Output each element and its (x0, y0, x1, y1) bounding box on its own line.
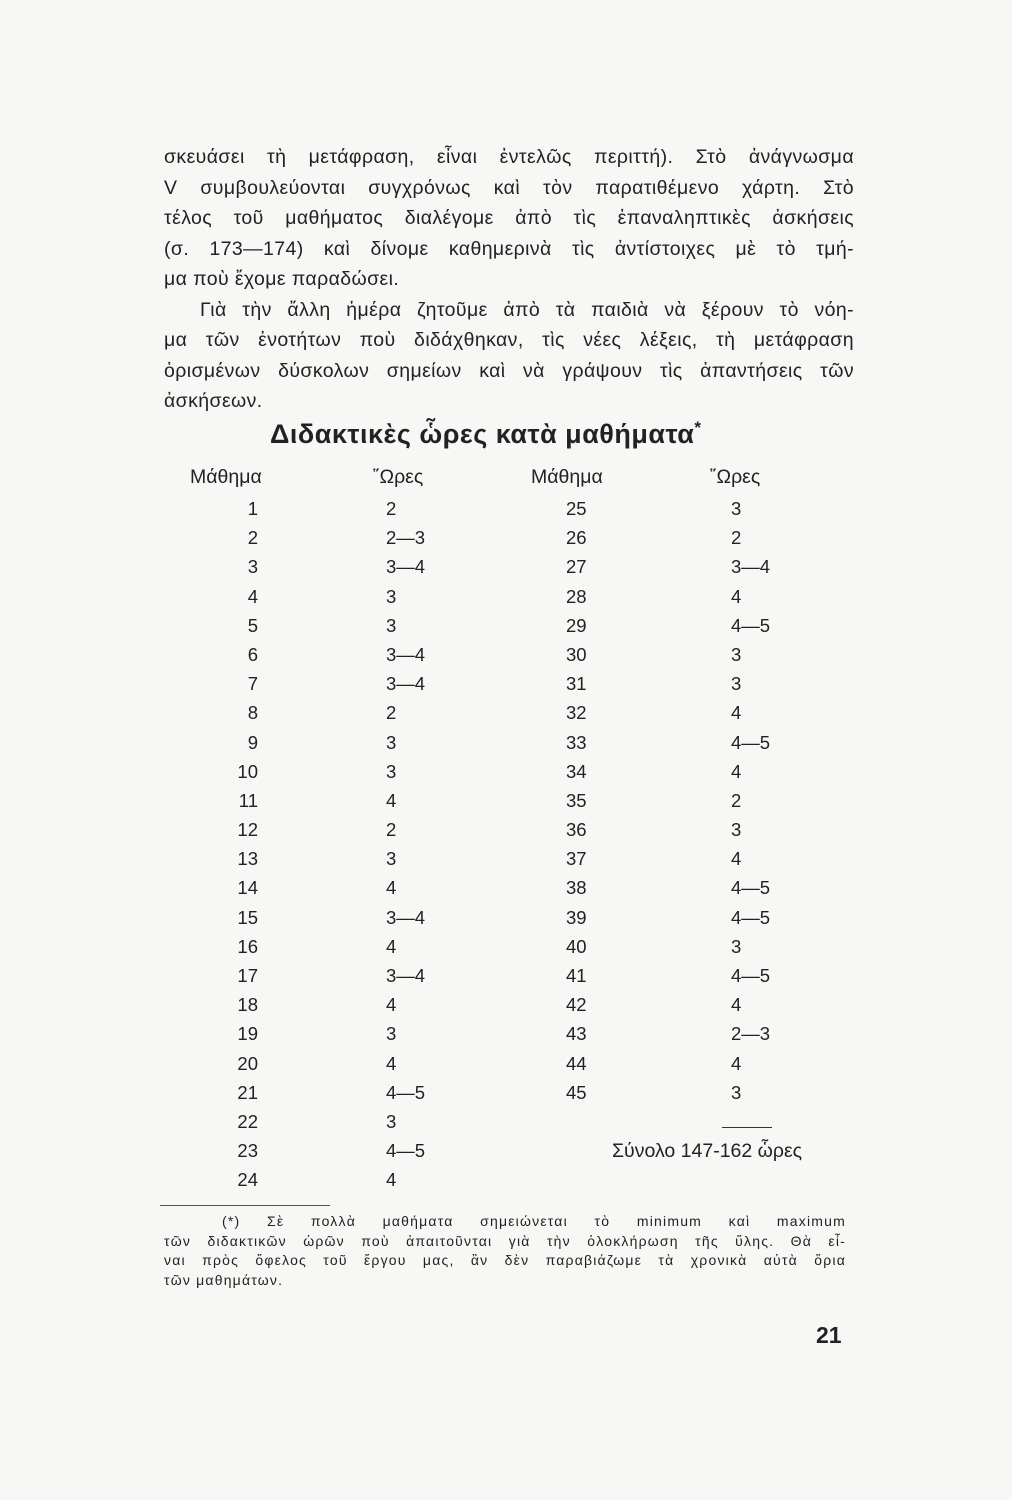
table-title-text: Διδακτικὲς ὧρες κατὰ μαθήματα (270, 419, 695, 449)
header-lesson-left: Μάθημα (190, 466, 262, 488)
lesson-hours: 4 (731, 760, 742, 782)
paragraph-1-line: τέλος τοῦ μαθήματος διαλέγομε ἀπὸ τὶς ἐπαναληπτικὲς ἀσκήσεις (164, 207, 854, 229)
lesson-number: 7 (247, 673, 258, 695)
lesson-number: 42 (566, 994, 587, 1016)
lesson-hours: 3 (386, 585, 397, 607)
footnote-line: ναι πρὸς ὄφελος τοῦ ἔργου μας, ἂν δὲν παραβιάζωμε τὰ χρονικὰ αὐτὰ ὅρια (164, 1252, 846, 1268)
lesson-hours: 2—3 (386, 527, 426, 549)
lesson-number: 16 (237, 935, 258, 957)
lesson-hours: 3 (731, 673, 742, 695)
lesson-hours: 4 (386, 877, 397, 899)
lesson-number: 18 (237, 994, 258, 1016)
lesson-number: 27 (566, 556, 587, 578)
paragraph-1-line: σκευάσει τὴ μετάφραση, εἶναι ἐντελῶς περιττή). Στὸ ἀνάγνωσμα (164, 146, 854, 168)
lesson-number: 36 (566, 819, 587, 841)
lesson-hours: 3 (731, 1081, 742, 1103)
lesson-hours: 2 (386, 702, 397, 724)
lesson-number: 45 (566, 1081, 587, 1103)
lesson-hours: 3 (386, 1110, 397, 1132)
lesson-number: 37 (566, 848, 587, 870)
paragraph-2-line: ὁρισμένων δύσκολων σημείων καὶ νὰ γράψουν τὶς ἀπαντήσεις τῶν (164, 359, 854, 382)
lesson-hours: 4—5 (731, 906, 771, 928)
lesson-hours: 4 (386, 935, 397, 957)
lesson-number: 33 (566, 731, 587, 753)
lesson-number: 17 (237, 965, 258, 986)
paragraph-1-line: V συμβουλεύονται συγχρόνως καὶ τὸν παρατιθέμενο χάρτη. Στὸ (164, 176, 854, 199)
lesson-number: 2 (247, 527, 258, 549)
lesson-number: 43 (566, 1023, 587, 1045)
left-hours-column (386, 494, 425, 1195)
page-number: 21 (816, 1322, 842, 1348)
lesson-number: 4 (247, 585, 258, 607)
left-lessons-column (218, 494, 258, 1195)
lesson-hours: 3—4 (386, 965, 426, 986)
header-hours-left: ῞Ωρες (373, 466, 424, 488)
lesson-hours: 2 (386, 498, 397, 519)
lesson-hours: 3 (386, 614, 397, 636)
lesson-hours: 3—4 (386, 643, 426, 665)
lesson-number: 5 (247, 614, 258, 636)
total-hours: Σύνολο 147-162 ὧρες (612, 1140, 803, 1162)
lesson-number: 8 (247, 702, 258, 724)
lesson-hours: 4 (386, 789, 397, 811)
lesson-hours: 3—4 (386, 673, 426, 695)
lesson-hours: 3 (386, 760, 397, 782)
lesson-hours: 3—4 (731, 556, 771, 578)
lesson-number: 38 (566, 877, 587, 899)
table-title (270, 418, 702, 450)
lesson-number: 29 (566, 614, 587, 636)
footnote-line: (*) Σὲ πολλὰ μαθήματα σημειώνεται τὸ minimum καὶ maximum (222, 1213, 846, 1229)
lesson-number: 32 (566, 702, 587, 724)
paragraph-1-line: (σ. 173—174) καὶ δίνομε καθημερινὰ τὶς ἀντίστοιχες μὲ τὸ τμή- (164, 237, 854, 260)
lesson-hours: 3 (386, 1023, 397, 1045)
lesson-number: 11 (238, 789, 258, 811)
lesson-number: 14 (237, 877, 258, 899)
lesson-hours: 3 (386, 731, 397, 753)
right-lessons-column (566, 494, 587, 1107)
lesson-hours: 4 (731, 1052, 742, 1074)
footnote-line: τῶν μαθημάτων. (164, 1271, 284, 1288)
lesson-hours: 2 (386, 819, 397, 841)
lesson-hours: 2—3 (731, 1023, 771, 1045)
lesson-hours: 4—5 (731, 965, 771, 986)
lesson-hours: 3 (731, 643, 742, 665)
lesson-number: 10 (237, 760, 258, 782)
header-hours-right: ῞Ωρες (710, 466, 761, 488)
body-text (164, 142, 854, 417)
lesson-hours: 3—4 (386, 556, 426, 578)
footnote-marker: * (694, 418, 702, 437)
lesson-hours: 4 (731, 848, 742, 870)
lesson-number: 34 (566, 760, 587, 782)
lesson-number: 41 (566, 965, 587, 986)
lesson-number: 1 (247, 498, 258, 519)
paragraph-2-line: Γιὰ τὴν ἄλλη ἡμέρα ζητοῦμε ἀπὸ τὰ παιδιὰ νὰ ξέρουν τὸ νόη- (200, 298, 854, 321)
lesson-hours: 2 (731, 789, 742, 811)
header-lesson-right: Μάθημα (531, 466, 603, 488)
paragraph-2-line: ἀσκήσεων. (164, 390, 263, 412)
lesson-hours: 4 (386, 1052, 397, 1074)
lesson-number: 21 (237, 1081, 258, 1103)
lesson-hours: 4 (731, 994, 742, 1016)
lesson-hours: 3 (731, 935, 742, 957)
lesson-number: 15 (237, 906, 258, 928)
lesson-number: 20 (237, 1052, 258, 1074)
lesson-number: 26 (566, 527, 587, 549)
paragraph-2-line: μα τῶν ἐνοτήτων ποὺ διδάχθηκαν, τὶς νέες λέξεις, τὴ μετάφραση (164, 329, 854, 351)
lesson-number: 39 (566, 906, 587, 928)
lesson-number: 13 (237, 848, 258, 870)
lesson-number: 30 (566, 643, 587, 665)
paragraph-1-line: μα ποὺ ἔχομε παραδώσει. (164, 268, 400, 290)
right-hours-column (731, 494, 770, 1107)
lesson-number: 44 (566, 1052, 587, 1074)
lesson-number: 9 (247, 731, 258, 753)
lesson-hours: 3 (731, 498, 742, 519)
lesson-number: 12 (237, 819, 258, 841)
lesson-number: 23 (237, 1140, 258, 1162)
lesson-number: 6 (247, 643, 258, 665)
lesson-hours: 4—5 (731, 731, 771, 753)
footnote (164, 1212, 846, 1290)
lesson-hours: 4 (386, 994, 397, 1016)
lesson-number: 19 (237, 1023, 258, 1045)
lesson-hours: 3—4 (386, 906, 426, 928)
lesson-number: 3 (247, 556, 258, 578)
lesson-number: 28 (566, 585, 587, 607)
lesson-hours: 4—5 (731, 877, 771, 899)
lesson-hours: 3 (386, 848, 397, 870)
lesson-hours: 4—5 (386, 1081, 426, 1103)
lesson-hours: 4—5 (731, 614, 771, 636)
lesson-hours: 4 (731, 585, 742, 607)
lesson-hours: 4—5 (386, 1140, 426, 1162)
lesson-number: 22 (237, 1110, 258, 1132)
lesson-number: 25 (566, 498, 587, 519)
lesson-number: 31 (566, 673, 587, 695)
footnote-line: τῶν διδακτικῶν ὡρῶν ποὺ ἀπαιτοῦνται γιὰ τὴν ὁλοκλήρωση τῆς ὕλης. Θὰ εἶ- (164, 1232, 846, 1249)
lesson-hours: 4 (386, 1169, 397, 1191)
total-rule (722, 1127, 772, 1128)
lesson-number: 35 (566, 789, 587, 811)
lesson-number: 24 (237, 1169, 258, 1191)
lesson-number: 40 (566, 935, 587, 957)
footnote-rule (160, 1205, 330, 1206)
lesson-hours: 2 (731, 527, 742, 549)
lesson-hours: 3 (731, 819, 742, 841)
lesson-hours: 4 (731, 702, 742, 724)
